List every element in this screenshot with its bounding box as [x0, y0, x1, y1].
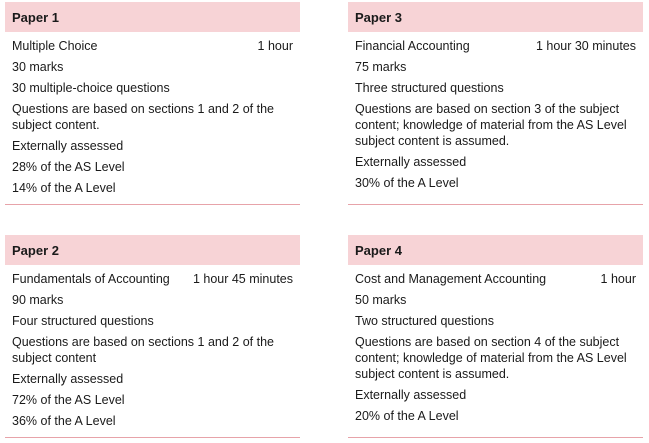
paper-4-divider [348, 437, 643, 438]
paper-4-body [348, 265, 643, 424]
paper-3-title-row [355, 38, 636, 54]
paper-3-duration: 1 hour 30 minutes [535, 39, 636, 53]
paper-2-title-row [12, 271, 293, 287]
paper-2-duration: 1 hour 45 minutes [192, 272, 293, 286]
paper-1-title-row [12, 38, 293, 54]
paper-3-header: Paper 3 [348, 2, 643, 32]
paper-2-question-type: Four structured questions [12, 314, 154, 328]
paper-4-title-row [355, 271, 636, 287]
paper-2-a-weight: 36% of the A Level [12, 414, 116, 428]
paper-2-divider [5, 437, 300, 438]
paper-1-content-basis: Questions are based on sections 1 and 2 of the subject content. [12, 102, 274, 132]
paper-1-a-weight: 14% of the A Level [12, 181, 116, 195]
paper-1-question-type: 30 multiple-choice questions [12, 81, 170, 95]
paper-1-title: Multiple Choice [12, 39, 98, 53]
paper-3-marks: 75 marks [355, 60, 407, 74]
paper-2-title: Fundamentals of Accounting [12, 272, 170, 286]
paper-1-assessment: Externally assessed [12, 139, 124, 153]
paper-3-card [348, 2, 643, 196]
paper-4-a-weight: 20% of the A Level [355, 409, 459, 423]
paper-4-question-type: Two structured questions [355, 314, 494, 328]
paper-4-header: Paper 4 [348, 235, 643, 265]
paper-3-question-type: Three structured questions [355, 81, 504, 95]
paper-4-title: Cost and Management Accounting [355, 272, 547, 286]
paper-3-assessment: Externally assessed [355, 155, 467, 169]
paper-1-marks: 30 marks [12, 60, 64, 74]
paper-2-content-basis: Questions are based on sections 1 and 2 of the subject content [12, 335, 274, 365]
paper-1-as-weight: 28% of the AS Level [12, 160, 125, 174]
paper-2-header: Paper 2 [5, 235, 300, 265]
paper-4-content-basis: Questions are based on section 4 of the subject content; knowledge of material from the AS Level subject content is assumed. [355, 335, 627, 381]
paper-4-marks: 50 marks [355, 293, 407, 307]
paper-4-duration: 1 hour [600, 272, 636, 286]
paper-4-card [348, 235, 643, 429]
paper-2-as-weight: 72% of the AS Level [12, 393, 125, 407]
paper-1-divider [5, 204, 300, 205]
paper-3-divider [348, 204, 643, 205]
paper-2-marks: 90 marks [12, 293, 64, 307]
paper-2-body [5, 265, 300, 429]
paper-3-a-weight: 30% of the A Level [355, 176, 459, 190]
paper-1-duration: 1 hour [257, 39, 293, 53]
paper-2-assessment: Externally assessed [12, 372, 124, 386]
paper-3-content-basis: Questions are based on section 3 of the subject content; knowledge of material from the AS Level subject content is assumed. [355, 102, 627, 148]
paper-1-card [5, 2, 300, 201]
paper-4-assessment: Externally assessed [355, 388, 467, 402]
paper-3-body [348, 32, 643, 191]
paper-1-body [5, 32, 300, 196]
paper-3-title: Financial Accounting [355, 39, 470, 53]
paper-2-card [5, 235, 300, 434]
paper-1-header: Paper 1 [5, 2, 300, 32]
